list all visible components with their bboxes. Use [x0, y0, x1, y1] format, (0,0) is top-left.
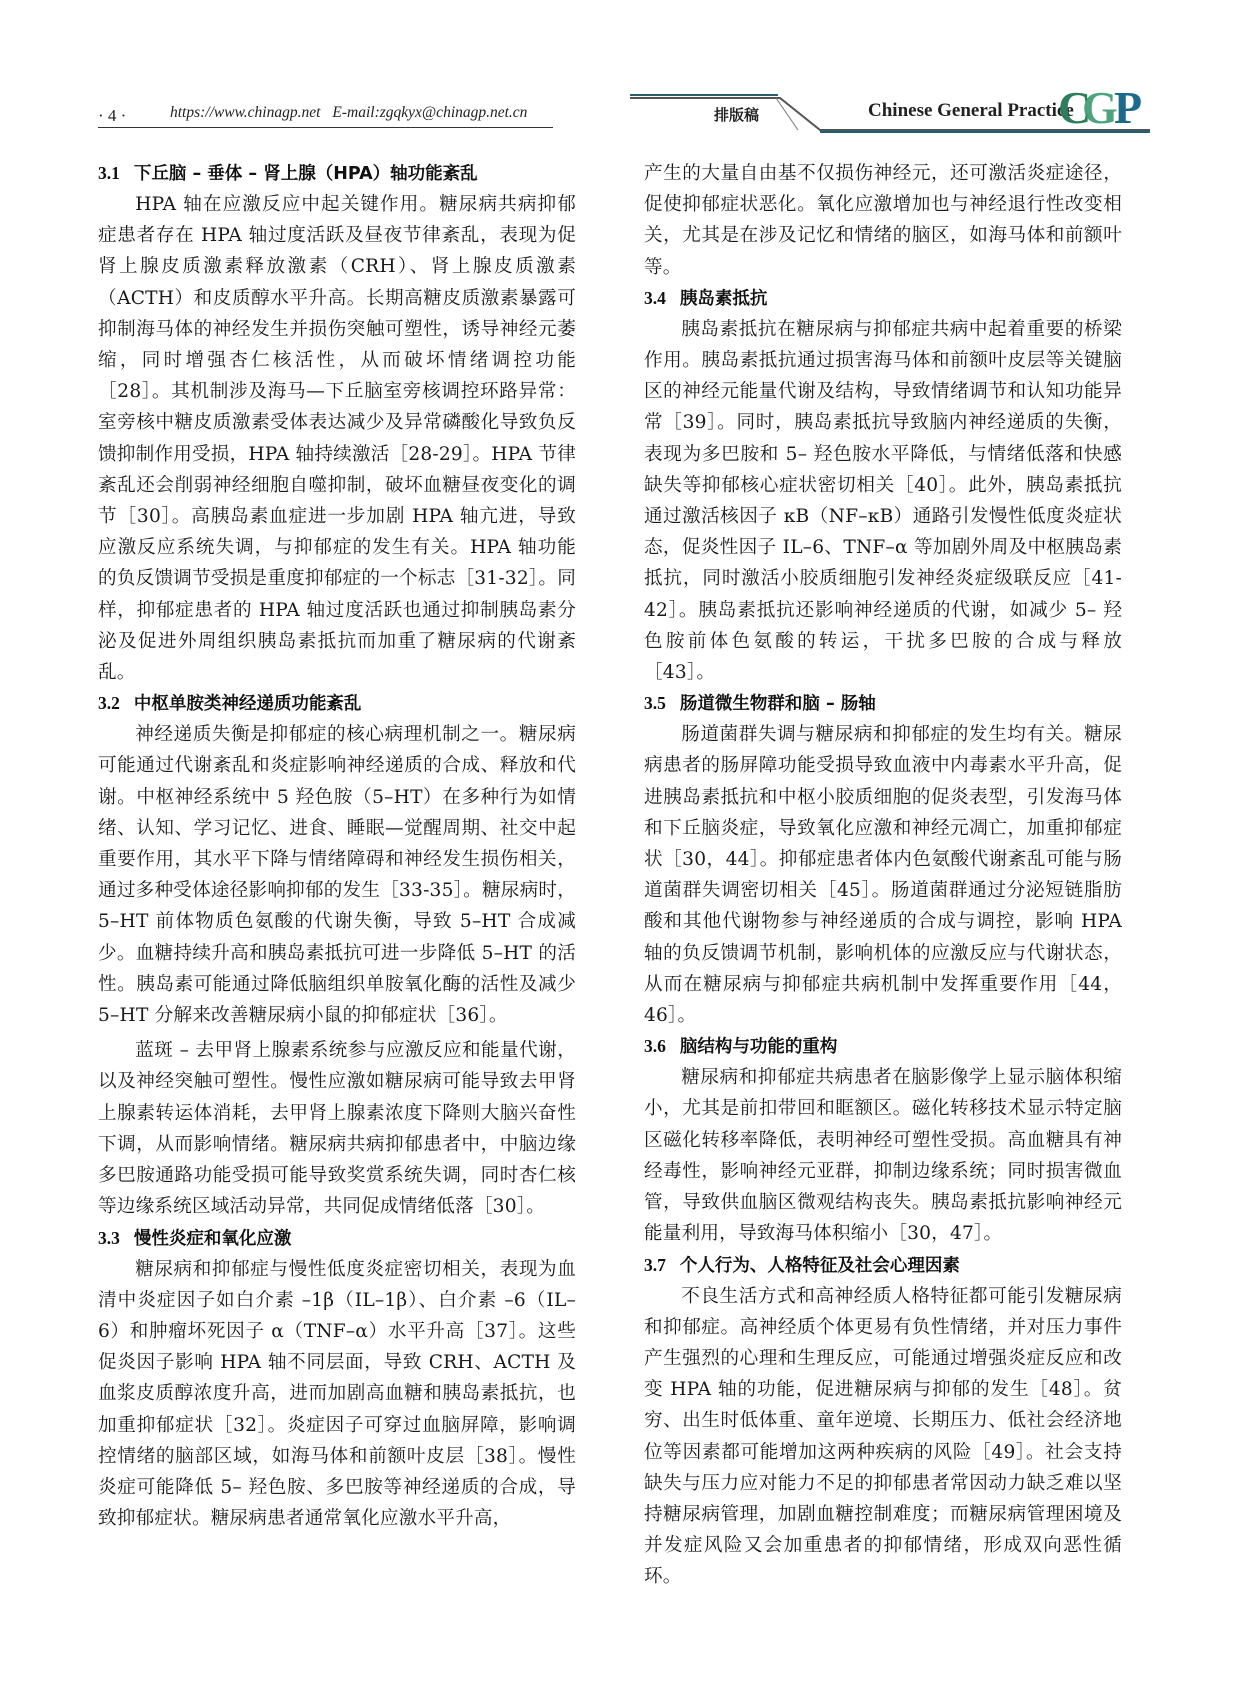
journal-name: Chinese General Practice — [868, 100, 1074, 121]
paragraph-continued: 产生的大量自由基不仅损伤神经元，还可激活炎症途径，促使抑郁症状恶化。氧化应激增加也与神经退行性改变相关，尤其是在涉及记忆和情绪的脑区，如海马体和前额叶等。 — [644, 163, 1122, 278]
paragraph: 神经递质失衡是抑郁症的核心病理机制之一。糖尿病可能通过代谢紊乱和炎症影响神经递质的合成、释放和代谢。中枢神经系统中 5 羟色胺（5–HT）在多种行为如情绪、认知、学习记忆、进食、睡眠—觉醒周期、社交中起重要作用，其水平下降与情绪障碍和神经发生损伤相关，通过多种受体途径影响抑郁的发生［33-35］。糖尿病时，5–HT 前体物质色氨酸的代谢失衡，导致 5–HT 合成减少。血糖持续升高和胰岛素抵抗可进一步降低 5–HT 的活性。胰岛素可能通过降低脑组织单胺氧化酶的活性及减少 5–HT 分解来改善糖尿病小鼠的抑郁症状［36］。 — [98, 724, 576, 1027]
section-heading-3-7: 3.7 个人行为、人格特征及社会心理因素 — [644, 1254, 960, 1276]
page-header — [0, 0, 1247, 140]
header-links — [170, 104, 527, 122]
draft-badge: 排版稿 — [714, 106, 760, 124]
section-heading-3-3: 3.3 慢性炎症和氧化应激 — [98, 1227, 292, 1249]
paragraph: 糖尿病和抑郁症与慢性低度炎症密切相关，表现为血清中炎症因子如白介素 –1β（IL–1β）、白介素 –6（IL–6）和肿瘤坏死因子 α（TNF–α）水平升高［37］。这些促炎因子影响 HPA 轴不同层面，导致 CRH、ACTH 及血浆皮质醇浓度升高，进而加剧高血糖和胰岛素抵抗，也加重抑郁症状［32］。炎症因子可穿过血脑屏障，影响调控情绪的脑部区域，如海马体和前额叶皮层［38］。慢性炎症可能降低 5– 羟色胺、多巴胺等神经递质的合成，导致抑郁症状。糖尿病患者通常氧化应激水平升高， — [98, 1258, 576, 1530]
paragraph: 糖尿病和抑郁症共病患者在脑影像学上显示脑体积缩小，尤其是前扣带回和眶额区。磁化转移技术显示特定脑区磁化转移率降低，表明神经可塑性受损。高血糖具有神经毒性，影响神经元亚群，抑制边缘系统；同时损害微血管，导致供血脑区微观结构丧失。胰岛素抵抗影响神经元能量利用，导致海马体积缩小［30，47］。 — [644, 1067, 1122, 1245]
right-column — [644, 158, 1122, 1593]
paragraph: 蓝斑 – 去甲肾上腺素系统参与应激反应和能量代谢，以及神经突触可塑性。慢性应激如糖尿病可能导致去甲肾上腺素转运体消耗，去甲肾上腺素浓度下降则大脑兴奋性下调，从而影响情绪。糖尿病共病抑郁患者中，中脑边缘多巴胺通路功能受损可能导致奖赏系统失调，同时杏仁核等边缘系统区域活动异常，共同促成情绪低落［30］。 — [98, 1040, 576, 1218]
section-heading-3-4: 3.4 胰岛素抵抗 — [644, 287, 768, 309]
page-number: · 4 · — [98, 106, 127, 125]
section-heading-3-2: 3.2 中枢单胺类神经递质功能紊乱 — [98, 693, 362, 715]
email-link[interactable]: E-mail:zgqkyx@chinagp.net.cn — [332, 104, 528, 121]
header-rule — [98, 127, 553, 128]
website-link[interactable]: https://www.chinagp.net — [170, 104, 321, 121]
svg-text:C: C — [1058, 83, 1092, 129]
paragraph: 胰岛素抵抗在糖尿病与抑郁症共病中起着重要的桥梁作用。胰岛素抵抗通过损害海马体和前额叶皮层等关键脑区的神经元能量代谢及结构，导致情绪调节和认知功能异常［39］。同时，胰岛素抵抗导致脑内神经递质的失衡，表现为多巴胺和 5– 羟色胺水平降低，与情绪低落和快感缺失等抑郁核心症状密切相关［40］。此外，胰岛素抵抗通过激活核因子 κB（NF–κB）通路引发慢性低度炎症状态，促炎性因子 IL–6、TNF–α 等加剧外周及中枢胰岛素抵抗，同时激活小胶质细胞引发神经炎症级联反应［41-42］。胰岛素抵抗还影响神经递质的代谢，如减少 5– 羟色胺前体色氨酸的转运，干扰多巴胺的合成与释放［43］。 — [644, 318, 1122, 684]
paragraph: HPA 轴在应激反应中起关键作用。糖尿病共病抑郁症患者存在 HPA 轴过度活跃及昼夜节律紊乱，表现为促肾上腺皮质激素释放激素（CRH）、肾上腺皮质激素（ACTH）和皮质醇水平升高。长期高糖皮质激素暴露可抑制海马体的神经发生并损伤突触可塑性，诱导神经元萎缩，同时增强杏仁核活性，从而破坏情绪调控功能［28］。其机制涉及海马—下丘脑室旁核调控环路异常：室旁核中糖皮质激素受体表达减少及异常磷酸化导致负反馈抑制作用受损，HPA 轴持续激活［28-29］。HPA 节律紊乱还会削弱神经细胞自噬抑制，破坏血糖昼夜变化的调节［30］。高胰岛素血症进一步加剧 HPA 轴亢进，导致应激反应系统失调，与抑郁症的发生有关。HPA 轴功能的负反馈调节受损是重度抑郁症的一个标志［31-32］。同样，抑郁症患者的 HPA 轴过度活跃也通过抑制胰岛素分泌及促进外周组织胰岛素抵抗而加重了糖尿病的代谢紊乱。 — [98, 194, 576, 684]
paragraph: 不良生活方式和高神经质人格特征都可能引发糖尿病和抑郁症。高神经质个体更易有负性情绪，并对压力事件产生强烈的心理和生理反应，可能通过增强炎症反应和改变 HPA 轴的功能，促进糖尿病与抑郁的发生［48］。贫穷、出生时低体重、童年逆境、长期压力、低社会经济地位等因素都可能增加这两种疾病的风险［49］。社会支持缺失与压力应对能力不足的抑郁患者常因动力缺乏难以坚持糖尿病管理，加剧血糖控制难度；而糖尿病管理困境及并发症风险又会加重患者的抑郁情绪，形成双向恶性循环。 — [644, 1285, 1122, 1588]
section-heading-3-1: 3.1 下丘脑 – 垂体 – 肾上腺（HPA）轴功能紊乱 — [98, 163, 478, 184]
journal-logo — [1058, 83, 1148, 129]
section-heading-3-6: 3.6 脑结构与功能的重构 — [644, 1036, 838, 1058]
section-heading-3-5: 3.5 肠道微生物群和脑 – 肠轴 — [644, 693, 876, 715]
left-column — [98, 158, 576, 1534]
svg-text:P: P — [1114, 83, 1143, 129]
svg-text:G: G — [1082, 83, 1118, 129]
paragraph: 肠道菌群失调与糖尿病和抑郁症的发生均有关。糖尿病患者的肠屏障功能受损导致血液中内毒素水平升高，促进胰岛素抵抗和中枢小胶质细胞的促炎表型，引发海马体和下丘脑炎症，导致氧化应激和神经元凋亡，加重抑郁症状［30，44］。抑郁症患者体内色氨酸代谢紊乱可能与肠道菌群失调密切相关［45］。肠道菌群通过分泌短链脂肪酸和其他代谢物参与神经递质的合成与调控，影响 HPA 轴的负反馈调节机制，影响机体的应激反应与代谢状态，从而在糖尿病与抑郁症共病机制中发挥重要作用［44，46］。 — [644, 724, 1122, 1027]
